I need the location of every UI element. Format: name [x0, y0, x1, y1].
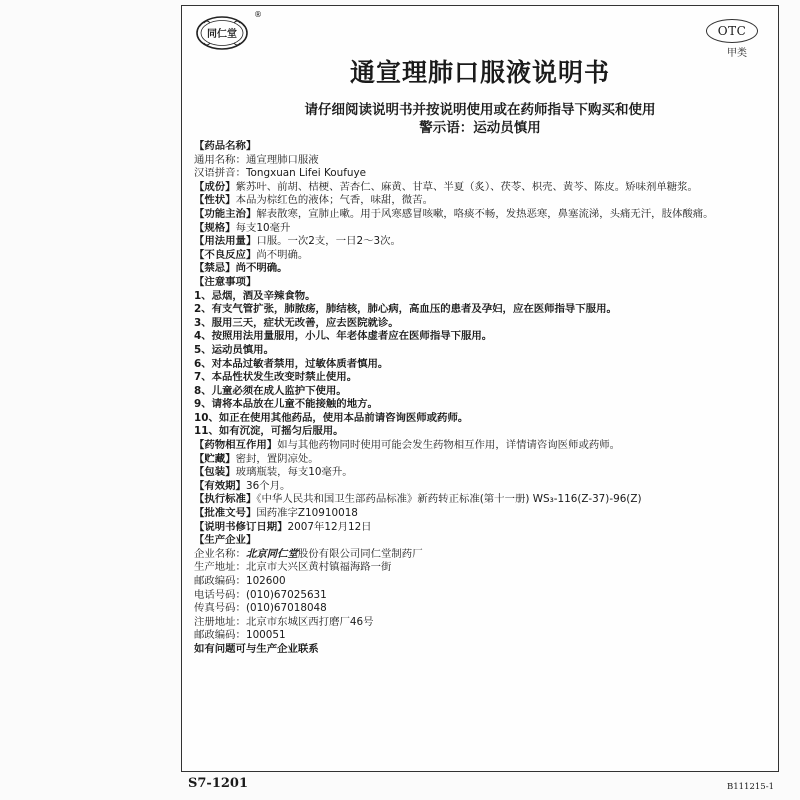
spec-text: 每支10毫升 [235, 221, 291, 234]
company-label: 企业名称： [194, 547, 246, 560]
approval-section [194, 507, 766, 521]
precaution-item: 5、运动员慎用。 [194, 343, 274, 356]
revision-label: 【说明书修订日期】 [194, 520, 288, 533]
usage-instruction: 请仔细阅读说明书并按说明使用或在药师指导下购买和使用 [304, 102, 656, 118]
svg-text:同仁堂: 同仁堂 [207, 29, 237, 40]
warning-text: 警示语：运动员慎用 [419, 120, 541, 136]
approval-label: 【批准文号】 [194, 507, 257, 520]
storage-label: 【贮藏】 [194, 452, 236, 465]
precaution-item: 8、儿童必须在成人监护下使用。 [194, 384, 347, 397]
package-section [194, 466, 766, 480]
precaution-item: 2、有支气管扩张，肺脓疡，肺结核，肺心病，高血压的患者及孕妇，应在医师指导下服用。 [194, 303, 617, 316]
revision-text: 2007年12月12日 [287, 520, 372, 533]
leaflet-body [194, 140, 766, 657]
dosage-text: 口服。一次2支，一日2～3次。 [256, 235, 401, 248]
generic-name: 通用名称：通宣理肺口服液 [194, 153, 319, 166]
company-brand: 北京同仁堂 [245, 547, 298, 560]
phone-number: 电话号码：(010)67025631 [194, 588, 327, 601]
tongrentang-logo [195, 14, 249, 52]
spec-section [194, 222, 766, 236]
package-label: 【包装】 [194, 466, 236, 479]
validity-label: 【有效期】 [194, 479, 246, 492]
storage-text: 密封，置阴凉处。 [235, 452, 319, 465]
precaution-item: 9、请将本品放在儿童不能接触的地方。 [194, 398, 378, 411]
production-address: 生产地址：北京市大兴区黄村镇福海路一街 [194, 561, 392, 574]
contraindication-text: 尚不明确。 [235, 262, 288, 275]
indications-section [194, 208, 766, 222]
interactions-section [194, 439, 766, 453]
production-postcode: 邮政编码：102600 [194, 575, 286, 587]
pinyin-name: 汉语拼音：Tongxuan Lifei Koufuye [194, 167, 367, 180]
interactions-label: 【药物相互作用】 [194, 439, 278, 452]
validity-section [194, 480, 766, 494]
dosage-label: 【用法用量】 [194, 235, 257, 248]
indications-label: 【功能主治】 [194, 207, 257, 220]
spec-label: 【规格】 [194, 221, 236, 234]
contact-note: 如有问题可与生产企业联系 [194, 642, 319, 655]
drug-name-heading: 【药品名称】 [194, 140, 257, 152]
dosage-section [194, 235, 766, 249]
composition-text: 紫苏叶、前胡、桔梗、苦杏仁、麻黄、甘草、半夏（炙）、茯苓、枳壳、黄芩、陈皮。矫味剂单糖浆。 [235, 180, 698, 193]
precaution-item: 11、如有沉淀，可摇匀后服用。 [194, 425, 344, 438]
precautions-heading: 【注意事项】 [194, 275, 257, 288]
registered-address: 注册地址：北京市东城区西打磨厂46号 [194, 615, 374, 628]
leaflet-sheet [181, 5, 779, 772]
standard-label: 【执行标准】 [194, 493, 257, 506]
document-title: 通宣理肺口服液说明书 [349, 58, 610, 87]
registered-mark: ® [254, 10, 262, 19]
precaution-item: 1、忌烟，酒及辛辣食物。 [194, 289, 316, 302]
indications-text: 解表散寒，宣肺止嗽。用于风寒感冒咳嗽，咯痰不畅，发热恶寒，鼻塞流涕，头痛无汗，肢体酸痛。 [256, 207, 714, 220]
standard-section [194, 493, 766, 507]
manufacturer-heading: 【生产企业】 [194, 534, 257, 547]
appearance-section [194, 194, 766, 208]
revision-section [194, 521, 766, 535]
fax-number: 传真号码：(010)67018048 [194, 602, 327, 615]
precaution-item: 3、服用三天，症状无改善，应去医院就诊。 [194, 316, 399, 329]
leaflet-code: S7-1201 [188, 776, 249, 791]
precaution-item: 7、本品性状发生改变时禁止使用。 [194, 371, 358, 384]
composition-label: 【成份】 [194, 180, 236, 193]
standard-text: 《中华人民共和国卫生部药品标准》新药转正标准(第十一册) WS₃-116(Z-37)-96(Z) [256, 493, 642, 506]
registered-postcode: 邮政编码：100051 [194, 629, 286, 642]
company-rest: 股份有限公司同仁堂制药厂 [297, 547, 423, 560]
otc-badge: OTC [706, 19, 758, 43]
storage-section [194, 453, 766, 467]
contraindication-section [194, 262, 766, 276]
precaution-item: 10、如正在使用其他药品，使用本品前请咨询医师或药师。 [194, 411, 469, 424]
package-text: 玻璃瓶装，每支10毫升。 [235, 466, 353, 479]
validity-text: 36个月。 [245, 479, 291, 492]
appearance-label: 【性状】 [194, 194, 236, 207]
approval-text: 国药准字Z10910018 [256, 507, 358, 520]
interactions-text: 如与其他药物同时使用可能会发生药物相互作用，详情请咨询医师或药师。 [277, 439, 621, 452]
composition-section [194, 181, 766, 195]
precaution-item: 4、按照用法用量服用，小儿、年老体虚者应在医师指导下服用。 [194, 330, 493, 343]
contraindication-label: 【禁忌】 [194, 262, 236, 275]
company-name [194, 548, 766, 562]
adverse-label: 【不良反应】 [194, 248, 257, 261]
precaution-item: 6、对本品过敏者禁用，过敏体质者慎用。 [194, 357, 389, 370]
adverse-text: 尚不明确。 [256, 248, 309, 261]
appearance-text: 本品为棕红色的液体；气香，味甜，微苦。 [235, 194, 433, 207]
adverse-section [194, 249, 766, 263]
batch-number: B111215-1 [727, 782, 774, 792]
otc-class-label: 甲类 [727, 48, 747, 59]
